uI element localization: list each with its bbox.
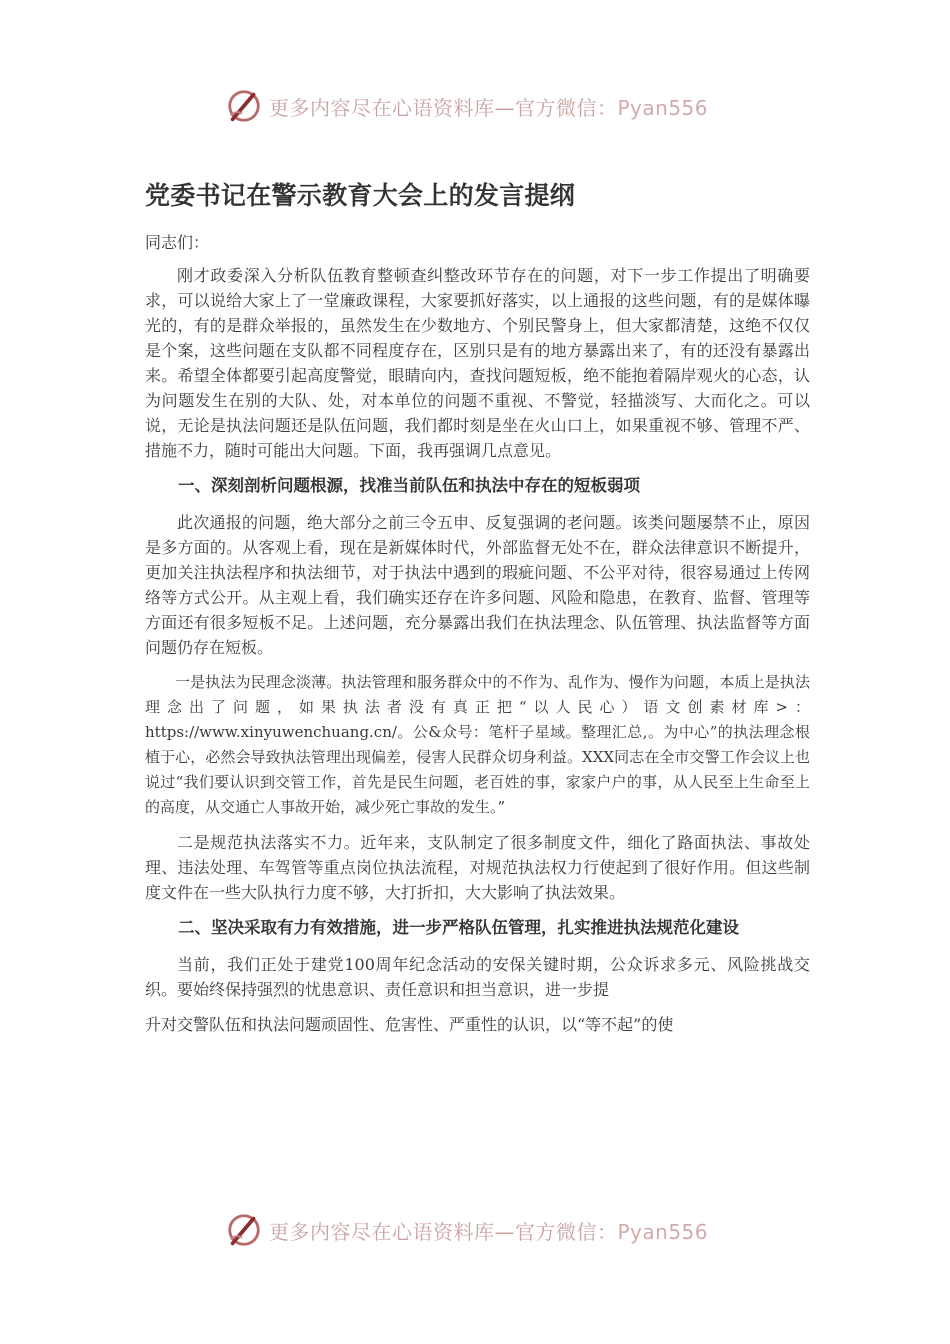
banner-text	[269, 1216, 708, 1245]
section1-paragraph-2: 一是执法为民理念淡薄。执法管理和服务群众中的不作为、乱作为、慢作为问题，本质上是执法理念出了问题，如果执法者没有真正把“以人民心）语文创素材库>：https://www.xinyuwenchuang.cn/。公&众号：笔杆子星域。整理汇总,。为中心”的执法理念根植于心，必然会导致执法管理出现偏差，侵害人民群众切身利益。XXX同志在全市交警工作会议上也说过“我们要认识到交管工作，首先是民生问题，老百姓的事，家家户户的事，从人民至上生命至上的高度，从交通亡人事故开始，减少死亡事故的发生。”	[145, 673, 810, 816]
section2-paragraph-2: 升对交警队伍和执法问题顽固性、危害性、严重性的认识，以“等不起”的使	[145, 1015, 674, 1034]
banner-slogan: 更多内容尽在心语资料库—官方微信：	[269, 1219, 618, 1244]
document-body	[145, 176, 810, 1052]
section1-paragraph-1: 此次通报的问题，绝大部分之前三令五申、反复强调的老问题。该类问题屡禁不止，原因是多方面的。从客观上看，现在是新媒体时代，外部监督无处不在，群众法律意识不断提升，更加关注执法程序和执法细节，对于执法中遇到的瑕疵问题、不公平对待，很容易通过上传网络等方式公开。从主观上看，我们确实还存在许多问题、风险和隐患，在教育、监督、管理等方面还有很多短板不足。上述问题，充分暴露出我们在执法理念、队伍管理、执法监督等方面问题仍存在短板。	[145, 513, 810, 657]
section-heading-1: 一、深刻剖析问题根源，找准当前队伍和执法中存在的短板弱项	[178, 476, 640, 495]
section1-paragraph-3: 二是规范执法落实不力。近年来，支队制定了很多制度文件，细化了路面执法、事故处理、违法处理、车驾管等重点岗位执法流程，对规范执法权力行使起到了很好作用。但这些制度文件在一些大队执行力度不够，大打折扣，大大影响了执法效果。	[145, 833, 810, 902]
intro-paragraph: 刚才政委深入分析队伍教育整顿查纠整改环节存在的问题，对下一步工作提出了明确要求，可以说给大家上了一堂廉政课程，大家要抓好落实，以上通报的这些问题，有的是媒体曝光的，有的是群众举报的，虽然发生在少数地方、个别民警身上，但大家都清楚，这绝不仅仅是个案，这些问题在支队都不同程度存在，区别只是有的地方暴露出来了，有的还没有暴露出来。希望全体都要引起高度警觉，眼睛向内，查找问题短板，绝不能抱着隔岸观火的心态，认为问题发生在别的大队、处，对本单位的问题不重视、不警觉，轻描淡写、大而化之。可以说，无论是执法问题还是队伍问题，我们都时刻是坐在火山口上，如果重视不够、管理不严、措施不力，随时可能出大问题。下面，我再强调几点意见。	[145, 266, 810, 460]
banner-slogan: 更多内容尽在心语资料库—官方微信：	[269, 95, 618, 120]
banner-text	[269, 92, 708, 121]
brush-logo-icon	[225, 87, 263, 125]
banner-wechat-id: Pyan556	[617, 1219, 709, 1244]
greeting: 同志们：	[145, 233, 210, 252]
brush-logo-icon	[225, 1211, 263, 1249]
footer-watermark-banner	[225, 1208, 745, 1252]
section-heading-2: 二、坚决采取有力有效措施，进一步严格队伍管理，扎实推进执法规范化建设	[178, 918, 739, 937]
document-title: 党委书记在警示教育大会上的发言提纲	[145, 181, 576, 210]
banner-wechat-id: Pyan556	[617, 95, 709, 120]
header-watermark-banner	[225, 84, 745, 128]
section2-paragraph-1: 当前，我们正处于建党100周年纪念活动的安保关键时期，公众诉求多元、风险挑战交织。要始终保持强烈的忧患意识、责任意识和担当意识，进一步提	[145, 955, 810, 999]
